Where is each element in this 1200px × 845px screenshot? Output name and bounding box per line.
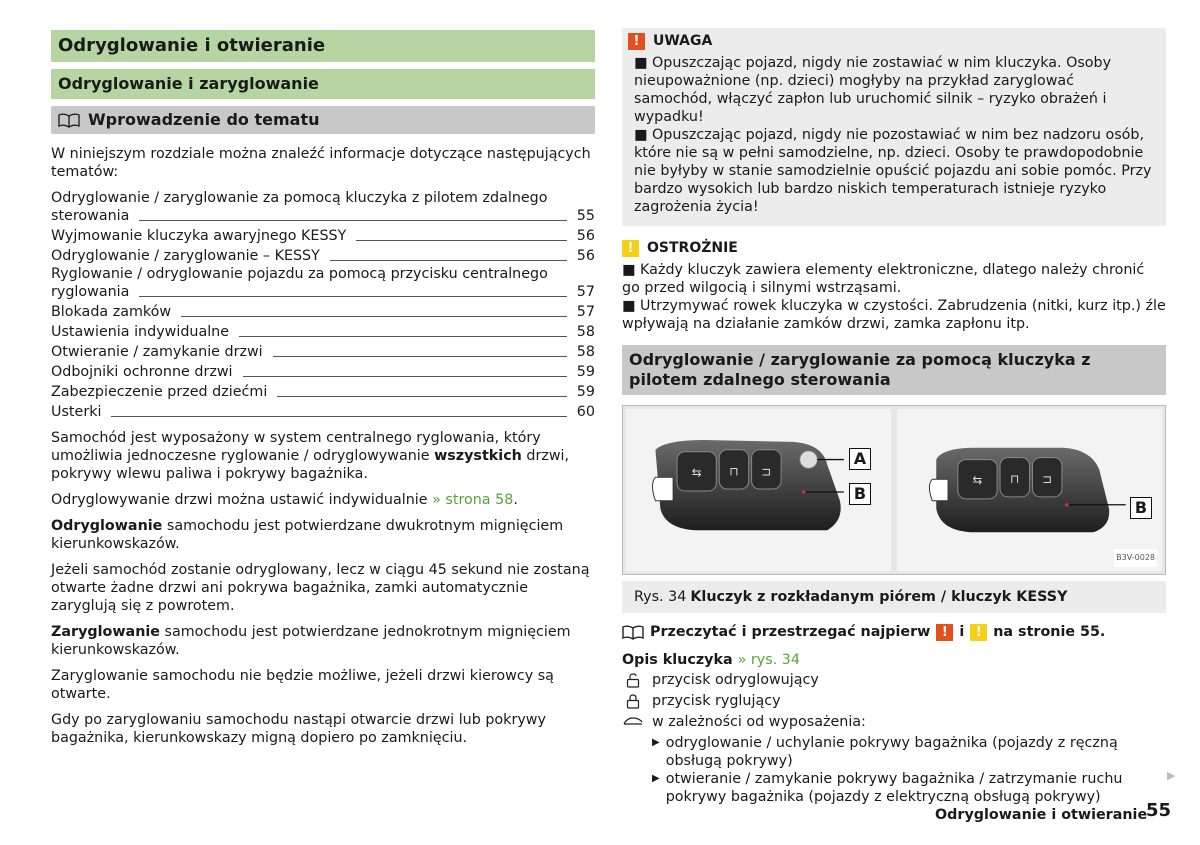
svg-text:⊐: ⊐ xyxy=(1042,472,1053,487)
arrow-icon: ▶ xyxy=(652,773,660,784)
toc-row[interactable] xyxy=(51,225,595,245)
sub-list-item: ▶ odryglowanie / uchylanie pokrywy bagażnika (pojazdy z ręczną obsługą pokrywy) xyxy=(652,735,1118,769)
toc-page: 60 xyxy=(576,404,595,420)
paragraph-central-locking: Samochód jest wyposażony w system centralnego ryglowania, który umożliwia jednoczesne ryglowanie / odryglowywanie wszystkich drzwi, pokrywy wlewu paliwa i pokrywy bagażnika. xyxy=(51,430,570,482)
toc-label: Zabezpieczenie przed dziećmi xyxy=(51,384,268,400)
toc-label: Odryglowanie / zaryglowanie za pomocą kluczyka z pilotem zdalnego xyxy=(51,190,548,206)
caution-icon: ! xyxy=(970,624,987,641)
toc-label: Odbojniki ochronne drzwi xyxy=(51,364,233,380)
callout-b: B xyxy=(849,483,871,505)
subsection-title-text: Wprowadzenie do tematu xyxy=(88,110,320,129)
key-figure xyxy=(622,405,1166,575)
caution-title: OSTROŻNIE xyxy=(647,240,738,256)
section-remote-key-title: Odryglowanie / zaryglowanie za pomocą kluczyka z pilotem zdalnego sterowania xyxy=(622,345,1166,395)
page-number: 55 xyxy=(1146,800,1172,821)
unlock-icon xyxy=(626,673,640,688)
toc-label: Ryglowanie / odryglowanie pojazdu za pomocą przycisku centralnego xyxy=(51,266,548,282)
toc-label: sterowania xyxy=(51,208,130,224)
subsection-title xyxy=(51,106,595,134)
figure-code: B3V-0028 xyxy=(1114,549,1157,567)
toc-page: 59 xyxy=(576,364,595,380)
toc-page: 56 xyxy=(576,248,595,264)
arrow-icon: ▶ xyxy=(652,737,660,748)
warning-title: UWAGA xyxy=(653,33,713,49)
toc xyxy=(51,189,595,421)
svg-text:⊓: ⊓ xyxy=(729,464,739,479)
sub-list-item: ▶ otwieranie / zamykanie pokrywy bagażnika / zatrzymanie ruchu pokrywy bagażnika (pojazdy z elektryczną obsługą pokrywy) xyxy=(652,771,1123,805)
svg-text:⊓: ⊓ xyxy=(1010,472,1020,487)
toc-page: 56 xyxy=(576,228,595,244)
toc-label: Blokada zamków xyxy=(51,304,172,320)
list-item: przycisk ryglujący xyxy=(622,692,1166,713)
book-icon xyxy=(622,625,644,640)
chapter-title: Odryglowanie i otwieranie xyxy=(51,30,595,62)
figure-link[interactable]: » rys. 34 xyxy=(737,652,800,668)
paragraph-individual: Odryglowywanie drzwi można ustawić indywidualnie » strona 58. xyxy=(51,492,518,508)
toc-page: 58 xyxy=(576,344,595,360)
section-title: Odryglowanie i zaryglowanie xyxy=(51,69,595,99)
toc-row[interactable] xyxy=(51,401,595,421)
toc-page: 59 xyxy=(576,384,595,400)
callout-a: A xyxy=(849,448,871,470)
callout-b: B xyxy=(1130,497,1152,519)
warning-text: ■ Opuszczając pojazd, nigdy nie zostawiać w nim kluczyka. Osoby nieupoważnione (np. dzieci) mogłyby na przykład zaryglować samochód, włączyć zapłon lub uruchomić silnik – ryzyko obrażeń i wypadku! xyxy=(634,55,1112,125)
svg-text:⇆: ⇆ xyxy=(691,465,702,480)
toc-row[interactable] xyxy=(51,265,595,301)
kessy-key-panel xyxy=(897,409,1162,571)
figure-caption: Rys. 34 Kluczyk z rozkładanym piórem / kluczyk KESSY xyxy=(622,581,1166,613)
list-item: przycisk odryglowujący xyxy=(622,671,1166,692)
paragraph-unlock-confirm: Odryglowanie samochodu jest potwierdzane dwukrotnym mignięciem kierunkowskazów. xyxy=(51,518,564,552)
right-column xyxy=(622,28,1166,806)
toc-label: Wyjmowanie kluczyka awaryjnego KESSY xyxy=(51,228,347,244)
page-link[interactable]: » strona 58 xyxy=(432,492,514,508)
caution-text: ■ Każdy kluczyk zawiera elementy elektroniczne, dlatego należy chronić go przed wilgocią i silnymi wstrząsami. xyxy=(622,262,1145,296)
toc-row[interactable] xyxy=(51,301,595,321)
svg-text:⊐: ⊐ xyxy=(761,464,772,479)
next-page-arrow-icon: ▶ xyxy=(1167,769,1176,782)
toc-page: 55 xyxy=(576,208,595,224)
toc-row[interactable] xyxy=(51,245,595,265)
caution-text: ■ Utrzymywać rowek kluczyka w czystości. Zabrudzenia (nitki, kurz itp.) źle wpływają na działanie zamków drzwi, zamka zapłonu itp. xyxy=(622,298,1166,332)
toc-row[interactable] xyxy=(51,361,595,381)
toc-page: 57 xyxy=(576,304,595,320)
svg-text:⇆: ⇆ xyxy=(972,473,983,488)
toc-row[interactable] xyxy=(51,381,595,401)
lock-icon xyxy=(626,694,640,709)
intro-text: W niniejszym rozdziale można znaleźć informacje dotyczące następujących tematów: xyxy=(51,146,591,180)
paragraph-driver-door: Zaryglowanie samochodu nie będzie możliwe, jeżeli drzwi kierowcy są otwarte. xyxy=(51,668,554,702)
toc-label: Odryglowanie / zaryglowanie – KESSY xyxy=(51,248,320,264)
paragraph-indicators: Gdy po zaryglowaniu samochodu nastąpi otwarcie drzwi lub pokrywy bagażnika, kierunkowskazy migną dopiero po zamknięciu. xyxy=(51,712,546,746)
key-description-title: Opis kluczyka » rys. 34 xyxy=(622,652,800,668)
toc-label: Usterki xyxy=(51,404,102,420)
kessy-key-image xyxy=(897,409,1162,571)
book-icon xyxy=(58,113,80,128)
toc-row[interactable] xyxy=(51,321,595,341)
warning-text: ■ Opuszczając pojazd, nigdy nie pozostawiać w nim bez nadzoru osób, które nie są w pełni samodzielne, np. dzieci. Osoby te prawdopodobnie nie byłyby w stanie samodzielnie opuścić pojazdu ani sobie pomóc. Przy bardzo wysokich lub bardzo niskich temperaturach istnieje ryzyko zagrożenia życia! xyxy=(634,127,1152,215)
toc-page: 57 xyxy=(576,284,595,300)
toc-label: ryglowania xyxy=(51,284,130,300)
toc-row[interactable] xyxy=(51,189,595,225)
warning-icon: ! xyxy=(936,624,953,641)
toc-page: 58 xyxy=(576,324,595,340)
read-first-notice: Przeczytać i przestrzegać najpierw ! i ! na stronie 55. xyxy=(622,623,1166,641)
paragraph-lock-confirm: Zaryglowanie samochodu jest potwierdzane jednokrotnym mignięciem kierunkowskazów. xyxy=(51,624,571,658)
paragraph-auto-relock: Jeżeli samochód zostanie odryglowany, lecz w ciągu 45 sekund nie zostaną otwarte żadne drzwi ani pokrywa bagażnika, zamki automatycznie zaryglują się z powrotem. xyxy=(51,562,590,614)
footer-section-title: Odryglowanie i otwieranie xyxy=(935,807,1148,823)
warning-box xyxy=(622,28,1166,226)
list-item: w zależności od wyposażenia: xyxy=(622,713,1166,734)
toc-label: Ustawienia indywidualne xyxy=(51,324,230,340)
left-column xyxy=(51,30,595,755)
toc-label: Otwieranie / zamykanie drzwi xyxy=(51,344,263,360)
warning-icon: ! xyxy=(628,33,645,50)
toc-row[interactable] xyxy=(51,341,595,361)
car-trunk-icon xyxy=(623,715,643,727)
flip-key-panel xyxy=(626,409,891,571)
caution-icon: ! xyxy=(622,240,639,257)
